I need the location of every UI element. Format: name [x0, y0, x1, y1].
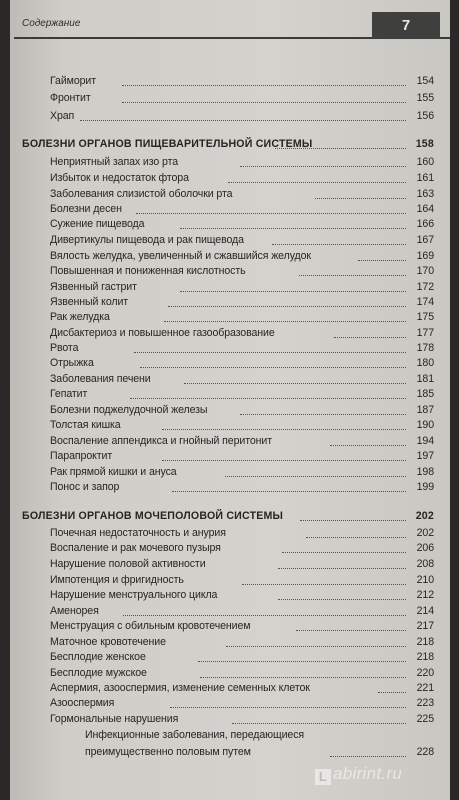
toc-entry-title: Толстая кишка — [50, 419, 121, 431]
toc-entry-title: Язвенный колит — [50, 296, 129, 308]
toc-entry — [10, 172, 450, 186]
toc-leader-dots — [225, 475, 406, 477]
toc-leader-dots — [130, 397, 406, 399]
toc-entry — [10, 342, 450, 356]
toc-leader-dots — [164, 320, 406, 322]
toc-entry — [10, 156, 450, 170]
toc-entry-page: 208 — [416, 558, 434, 570]
toc-leader-dots — [358, 259, 406, 261]
toc-leader-dots — [226, 645, 406, 647]
toc-entry-title: Неприятный запах изо рта — [50, 156, 178, 168]
toc-entry-page: 220 — [416, 667, 434, 679]
toc-entry — [10, 357, 450, 371]
toc-entry-page: 169 — [416, 250, 434, 262]
toc-entry-title: Заболевания слизистой оболочки рта — [50, 188, 233, 200]
toc-leader-dots — [282, 551, 406, 553]
toc-entry — [10, 110, 450, 124]
toc-leader-dots — [232, 722, 406, 724]
toc-leader-dots — [200, 676, 406, 678]
table-of-contents — [10, 0, 450, 800]
toc-entry — [10, 450, 450, 464]
toc-entry-title: Избыток и недостаток фтора — [50, 172, 189, 184]
toc-leader-dots — [275, 147, 406, 149]
toc-entry-page: 190 — [416, 419, 434, 431]
toc-entry — [10, 250, 450, 264]
toc-leader-dots — [278, 598, 406, 600]
toc-entry-page: 225 — [416, 713, 434, 725]
toc-leader-dots — [80, 119, 406, 121]
toc-entry — [10, 419, 450, 433]
toc-entry — [10, 373, 450, 387]
toc-entry — [10, 527, 450, 541]
toc-entry-title: Парапроктит — [50, 450, 113, 462]
toc-leader-dots — [122, 84, 406, 86]
toc-entry — [10, 542, 450, 556]
toc-entry — [10, 311, 450, 325]
toc-leader-dots — [170, 706, 406, 708]
toc-leader-dots — [136, 212, 406, 214]
toc-entry — [10, 746, 450, 760]
toc-entry-title: Рвота — [50, 342, 79, 354]
toc-leader-dots — [330, 444, 406, 446]
toc-leader-dots — [180, 290, 406, 292]
toc-entry-page: 210 — [416, 574, 434, 586]
toc-leader-dots — [123, 614, 406, 616]
toc-leader-dots — [172, 490, 406, 492]
toc-entry — [10, 713, 450, 727]
toc-entry-title: Воспаление и рак мочевого пузыря — [50, 542, 221, 554]
toc-entry — [10, 667, 450, 681]
toc-entry-title: Дивертикулы пищевода и рак пищевода — [50, 234, 244, 246]
toc-entry-title: Нарушение половой активности — [50, 558, 206, 570]
toc-entry-page: 199 — [416, 481, 434, 493]
toc-entry-title: преимущественно половым путем — [85, 746, 251, 758]
toc-entry — [10, 265, 450, 279]
toc-entry-page: 214 — [416, 605, 434, 617]
toc-leader-dots — [278, 567, 406, 569]
toc-entry-page: 218 — [416, 636, 434, 648]
running-header-title: Содержание — [22, 18, 81, 29]
toc-leader-dots — [299, 274, 406, 276]
toc-leader-dots — [300, 519, 406, 521]
toc-entry-title: Гормональные нарушения — [50, 713, 179, 725]
toc-entry-page: 164 — [416, 203, 434, 215]
toc-entry-title: Бесплодие женское — [50, 651, 146, 663]
toc-entry-title: Болезни поджелудочной железы — [50, 404, 208, 416]
toc-leader-dots — [228, 181, 406, 183]
toc-entry — [10, 589, 450, 603]
toc-entry-title: Азооспермия — [50, 697, 115, 709]
toc-entry — [10, 327, 450, 341]
toc-entry-page: 160 — [416, 156, 434, 168]
toc-entry — [10, 729, 450, 743]
toc-entry — [10, 682, 450, 696]
toc-entry-title: Язвенный гастрит — [50, 281, 137, 293]
toc-entry-title: Аспермия, азооспермия, изменение семенных клеток — [50, 682, 310, 694]
toc-entry-page: 170 — [416, 265, 434, 277]
toc-entry — [10, 636, 450, 650]
toc-entry-page: 154 — [416, 75, 434, 87]
toc-entry-page: 172 — [416, 281, 434, 293]
toc-entry-page: 202 — [416, 527, 434, 539]
toc-entry-title: Нарушение менструального цикла — [50, 589, 218, 601]
toc-entry-title: Инфекционные заболевания, передающиеся — [85, 729, 305, 741]
watermark — [315, 764, 402, 785]
toc-entry-page: 217 — [416, 620, 434, 632]
toc-entry-title: Понос и запор — [50, 481, 120, 493]
toc-entry-page: 175 — [416, 311, 434, 323]
toc-entry-title: Почечная недостаточность и анурия — [50, 527, 226, 539]
toc-entry — [10, 203, 450, 217]
toc-section-heading — [10, 138, 450, 152]
toc-entry-page: 181 — [416, 373, 434, 385]
toc-entry-page: 194 — [416, 435, 434, 447]
toc-entry-title: Гайморит — [50, 75, 96, 87]
toc-leader-dots — [180, 227, 406, 229]
watermark-text: abirint.ru — [333, 764, 403, 783]
toc-entry-title: Вялость желудка, увеличенный и сжавшийся желудок — [50, 250, 311, 262]
toc-entry-title: Сужение пищевода — [50, 218, 145, 230]
toc-leader-dots — [378, 691, 406, 693]
toc-leader-dots — [122, 101, 406, 103]
toc-leader-dots — [184, 382, 406, 384]
toc-entry-title: Заболевания печени — [50, 373, 151, 385]
toc-entry-page: 197 — [416, 450, 434, 462]
toc-leader-dots — [242, 583, 406, 585]
toc-leader-dots — [140, 366, 406, 368]
toc-leader-dots — [296, 629, 406, 631]
toc-entry-title: Дисбактериоз и повышенное газообразование — [50, 327, 275, 339]
toc-entry-page: 167 — [416, 234, 434, 246]
toc-entry-title: Воспаление аппендикса и гнойный перитонит — [50, 435, 272, 447]
toc-entry-title: Менструация с обильным кровотечением — [50, 620, 251, 632]
toc-entry — [10, 697, 450, 711]
toc-entry-page: 177 — [416, 327, 434, 339]
toc-entry-page: 158 — [415, 138, 434, 150]
book-page — [10, 0, 450, 800]
toc-entry-page: 202 — [415, 510, 434, 522]
toc-entry — [10, 435, 450, 449]
toc-entry-page: 212 — [416, 589, 434, 601]
toc-entry-page: 163 — [416, 188, 434, 200]
toc-entry — [10, 234, 450, 248]
toc-entry-page: 228 — [416, 746, 434, 758]
toc-entry-page: 187 — [416, 404, 434, 416]
toc-entry-title: Храп — [50, 110, 75, 122]
toc-entry-page: 161 — [416, 172, 434, 184]
toc-leader-dots — [334, 336, 406, 338]
watermark-logo: L — [315, 769, 331, 785]
toc-entry — [10, 620, 450, 634]
toc-entry-page: 156 — [416, 110, 434, 122]
toc-entry — [10, 605, 450, 619]
toc-leader-dots — [162, 428, 406, 430]
toc-entry-title: Фронтит — [50, 92, 91, 104]
toc-entry-title: БОЛЕЗНИ ОРГАНОВ ПИЩЕВАРИТЕЛЬНОЙ СИСТЕМЫ — [22, 138, 313, 150]
toc-entry-page: 178 — [416, 342, 434, 354]
toc-entry-title: Болезни десен — [50, 203, 122, 215]
toc-leader-dots — [162, 459, 406, 461]
page-number: 7 — [401, 17, 411, 34]
toc-leader-dots — [315, 197, 406, 199]
toc-entry-page: 180 — [416, 357, 434, 369]
toc-entry-title: Рак прямой кишки и ануса — [50, 466, 177, 478]
toc-entry-page: 185 — [416, 388, 434, 400]
toc-entry-page: 166 — [416, 218, 434, 230]
toc-entry-page: 206 — [416, 542, 434, 554]
toc-entry-page: 223 — [416, 697, 434, 709]
toc-entry — [10, 574, 450, 588]
toc-entry — [10, 75, 450, 89]
toc-entry-title: Маточное кровотечение — [50, 636, 166, 648]
toc-entry — [10, 218, 450, 232]
toc-entry-page: 218 — [416, 651, 434, 663]
toc-entry — [10, 281, 450, 295]
toc-entry — [10, 481, 450, 495]
toc-entry-title: Отрыжка — [50, 357, 94, 369]
toc-leader-dots — [240, 413, 406, 415]
toc-entry — [10, 92, 450, 106]
toc-leader-dots — [134, 351, 406, 353]
toc-entry-title: Гепатит — [50, 388, 88, 400]
toc-entry-page: 221 — [416, 682, 434, 694]
toc-entry — [10, 296, 450, 310]
toc-entry-title: Рак желудка — [50, 311, 110, 323]
toc-entry — [10, 404, 450, 418]
toc-leader-dots — [330, 755, 406, 757]
toc-entry-page: 198 — [416, 466, 434, 478]
toc-entry-page: 174 — [416, 296, 434, 308]
toc-entry-title: Бесплодие мужское — [50, 667, 147, 679]
toc-leader-dots — [198, 660, 406, 662]
toc-entry — [10, 466, 450, 480]
toc-entry-title: Импотенция и фригидность — [50, 574, 184, 586]
toc-leader-dots — [168, 305, 406, 307]
toc-leader-dots — [306, 536, 406, 538]
toc-leader-dots — [272, 243, 406, 245]
toc-entry — [10, 651, 450, 665]
toc-entry-title: Аменорея — [50, 605, 99, 617]
toc-entry — [10, 188, 450, 202]
toc-section-heading — [10, 510, 450, 524]
toc-entry — [10, 558, 450, 572]
toc-entry-page: 155 — [416, 92, 434, 104]
toc-entry-title: Повышенная и пониженная кислотность — [50, 265, 246, 277]
toc-leader-dots — [240, 165, 406, 167]
toc-entry-title: БОЛЕЗНИ ОРГАНОВ МОЧЕПОЛОВОЙ СИСТЕМЫ — [22, 510, 284, 522]
toc-entry — [10, 388, 450, 402]
